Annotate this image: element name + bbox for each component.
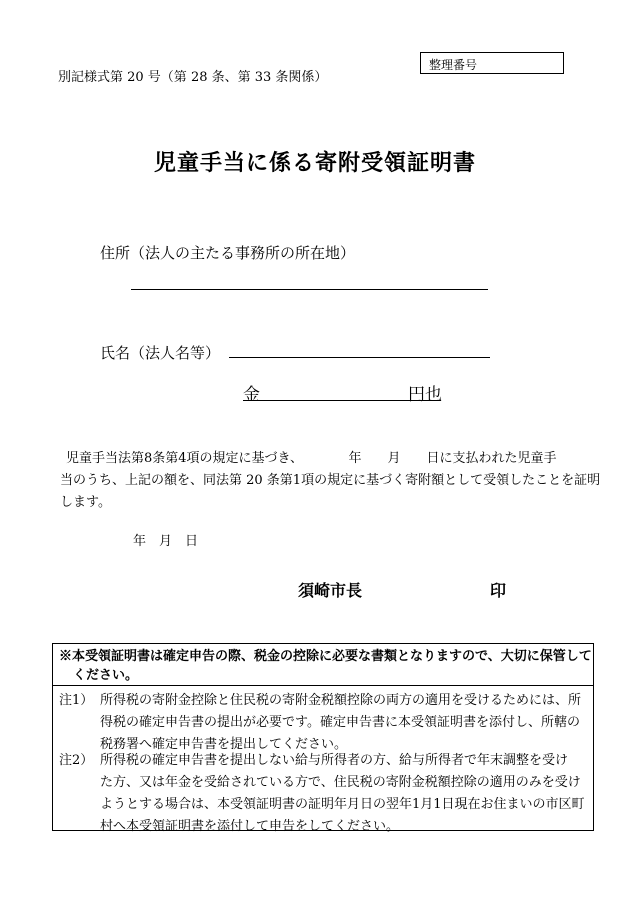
note-1-text [100, 690, 581, 756]
address-label: 住所（法人の主たる事務所の所在地） [100, 244, 356, 262]
note-2-line-4: 村へ本受領証明書を添付して申告をしてください。 [100, 819, 400, 834]
seal-mark: 印 [490, 581, 507, 600]
amount-field-line[interactable] [243, 400, 441, 401]
issue-date: 年 月 日 [133, 534, 199, 549]
amount-prefix: 金 [243, 385, 260, 405]
note-2-number: 注2） [59, 753, 94, 768]
name-field-line[interactable] [229, 357, 490, 358]
note-1-line-2: 得税の確定申告書の提出が必要です。確定申告書に本受領証明書を添付し、所轄の [100, 715, 580, 730]
amount-suffix: 円也 [408, 385, 442, 405]
note-1-number: 注1） [59, 693, 94, 708]
note-2-line-3: ようとする場合は、本受領証明書の証明年月日の翌年1月1日現在お住まいの市区町 [100, 797, 585, 812]
form-reference: 別記様式第 20 号（第 28 条、第 33 条関係） [58, 70, 328, 85]
note-2-text [100, 750, 585, 838]
note-1-line-3: 税務署へ確定申告書を提出してください。 [100, 737, 348, 752]
statement-line-3: します。 [60, 495, 111, 510]
notes-box [52, 643, 594, 834]
note-1-line-1: 所得税の寄附金控除と住民税の寄附金税額控除の両方の適用を受けるためには、所 [100, 693, 582, 708]
notes-header-line-1: ※本受領証明書は確定申告の際、税金の控除に必要な書類となりますので、大切に保管して [59, 649, 592, 664]
certification-statement [60, 448, 601, 514]
document-title: 児童手当に係る寄附受領証明書 [153, 150, 476, 176]
reference-number-label: 整理番号 [429, 58, 478, 72]
notes-header [53, 644, 593, 686]
name-label: 氏名（法人名等） [100, 344, 221, 362]
issuer-mayor: 須崎市長 [298, 581, 363, 600]
note-2-line-1: 所得税の確定申告書を提出しない給与所得者の方、給与所得者で年末調整を受け [100, 753, 569, 768]
notes-header-line-2: ください。 [73, 668, 139, 683]
address-field-line[interactable] [131, 289, 488, 290]
statement-line-1: 児童手当法第8条第4項の規定に基づき、 年 月 日に支払われた児童手 [66, 451, 557, 466]
reference-number-box[interactable] [420, 52, 564, 74]
note-2-line-2: た方、又は年金を受給されている方で、住民税の寄附金税額控除の適用のみを受け [100, 775, 581, 790]
statement-line-2: 当のうち、上記の額を、同法第 20 条第1項の規定に基づく寄附額として受領したことを証明 [60, 473, 601, 488]
